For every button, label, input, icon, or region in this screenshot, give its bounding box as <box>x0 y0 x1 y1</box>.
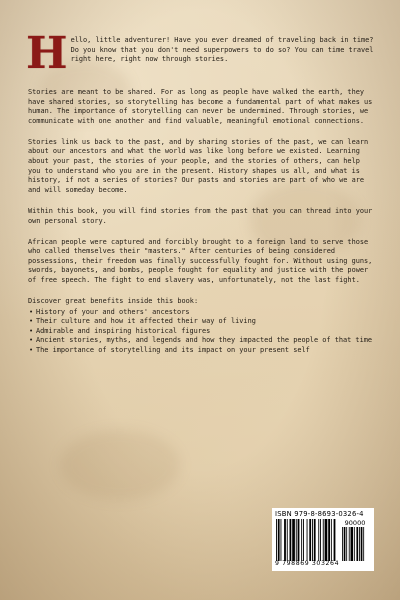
barcode-digits: 9 798869 303264 <box>275 560 340 567</box>
barcode-bar <box>290 519 292 561</box>
barcode-bar <box>314 519 316 561</box>
benefit-item: • Ancient stories, myths, and legends and how they impacted the people of that time <box>28 336 376 346</box>
blurb-text-block <box>26 28 376 356</box>
barcode-addon-bar <box>356 527 358 561</box>
barcode-bar <box>320 519 321 561</box>
barcode-bar <box>331 519 332 561</box>
paragraph-past: Stories link us back to the past, and by sharing stories of the past, we can learn about our ancestors and what the world was like long before we existed. Learning about your past, the stories of your people, and the stories of others, can help you to understand who you are in the present. History shapes us all, and what is history, if not a series of stories? Our pasts and stories are part of who we are and will someday become. <box>28 137 369 194</box>
barcode-bar <box>303 519 304 561</box>
barcode-addon-bar <box>351 527 354 561</box>
drop-cap: H <box>26 28 68 79</box>
paragraph-storytelling: Stories are meant to be shared. For as long as people have walked the earth, they have shared stories, so storytelling has become a fundamental part of what makes us human. The importance of storytelling can never be undermined. Through stories, we communicate with one another and find valuable, meaningful emotional connections. <box>28 88 373 125</box>
barcode-bar <box>309 519 311 561</box>
barcode-addon-bar <box>344 527 346 561</box>
barcode-addon-bar <box>349 527 350 561</box>
barcode-addon-bar <box>346 527 347 561</box>
intro-text: ello, little adventurer! Have you ever dreamed of traveling back in time? Do you know that you don't need superpowers to do so? You can time travel right here, right now through stories. <box>70 36 374 64</box>
paper-stain <box>60 430 180 500</box>
paragraph-freedom: African people were captured and forcibly brought to a foreign land to serve those who called themselves their "masters." After centuries of being considered possessions, their freedom was finally successfully fought for. Without using guns, swords, bayonets, and bombs, people fought for equality and justice with the power of free speech. The fight to end slavery was, unfortunately, not the last fight. <box>28 237 373 284</box>
barcode-addon-bar <box>359 527 360 561</box>
barcode-bar <box>325 519 328 561</box>
barcode-bar <box>296 519 297 561</box>
barcode-bar <box>328 519 330 561</box>
barcode-bar <box>323 519 324 561</box>
benefit-item: • Their culture and how it affected their way of living <box>28 317 376 327</box>
benefit-item: • Admirable and inspiring historical figures <box>28 327 376 337</box>
barcode-bar <box>276 519 277 561</box>
barcode-bar <box>284 519 286 561</box>
intro-paragraph <box>26 28 376 79</box>
barcode-bar <box>312 519 313 561</box>
price-code: 90000 <box>344 519 366 527</box>
paragraph-within-book: Within this book, you will find stories from the past that you can thread into your own personal story. <box>28 206 373 225</box>
barcode-bars <box>275 519 371 561</box>
barcode-addon-bar <box>361 527 363 561</box>
barcode-addon-bar <box>354 527 355 561</box>
barcode-addon-bar <box>363 527 364 561</box>
barcode-bar <box>318 519 319 561</box>
benefit-item: • The importance of storytelling and its impact on your present self <box>28 346 376 356</box>
benefit-item: • History of your and others' ancestors <box>28 308 376 318</box>
barcode-bar <box>307 519 308 561</box>
barcode-bar <box>301 519 302 561</box>
isbn-barcode <box>272 508 374 571</box>
benefits-title: Discover great benefits inside this book: <box>28 297 199 306</box>
barcode-bar <box>281 519 282 561</box>
barcode-bar <box>334 519 336 561</box>
barcode-bar <box>287 519 288 561</box>
barcode-bar <box>278 519 280 561</box>
barcode-bar <box>292 519 295 561</box>
barcode-addon-bar <box>342 527 343 561</box>
benefits-list <box>28 308 376 356</box>
isbn-number: ISBN 979-8-8693-0326-4 <box>275 510 364 518</box>
barcode-bar <box>298 519 300 561</box>
